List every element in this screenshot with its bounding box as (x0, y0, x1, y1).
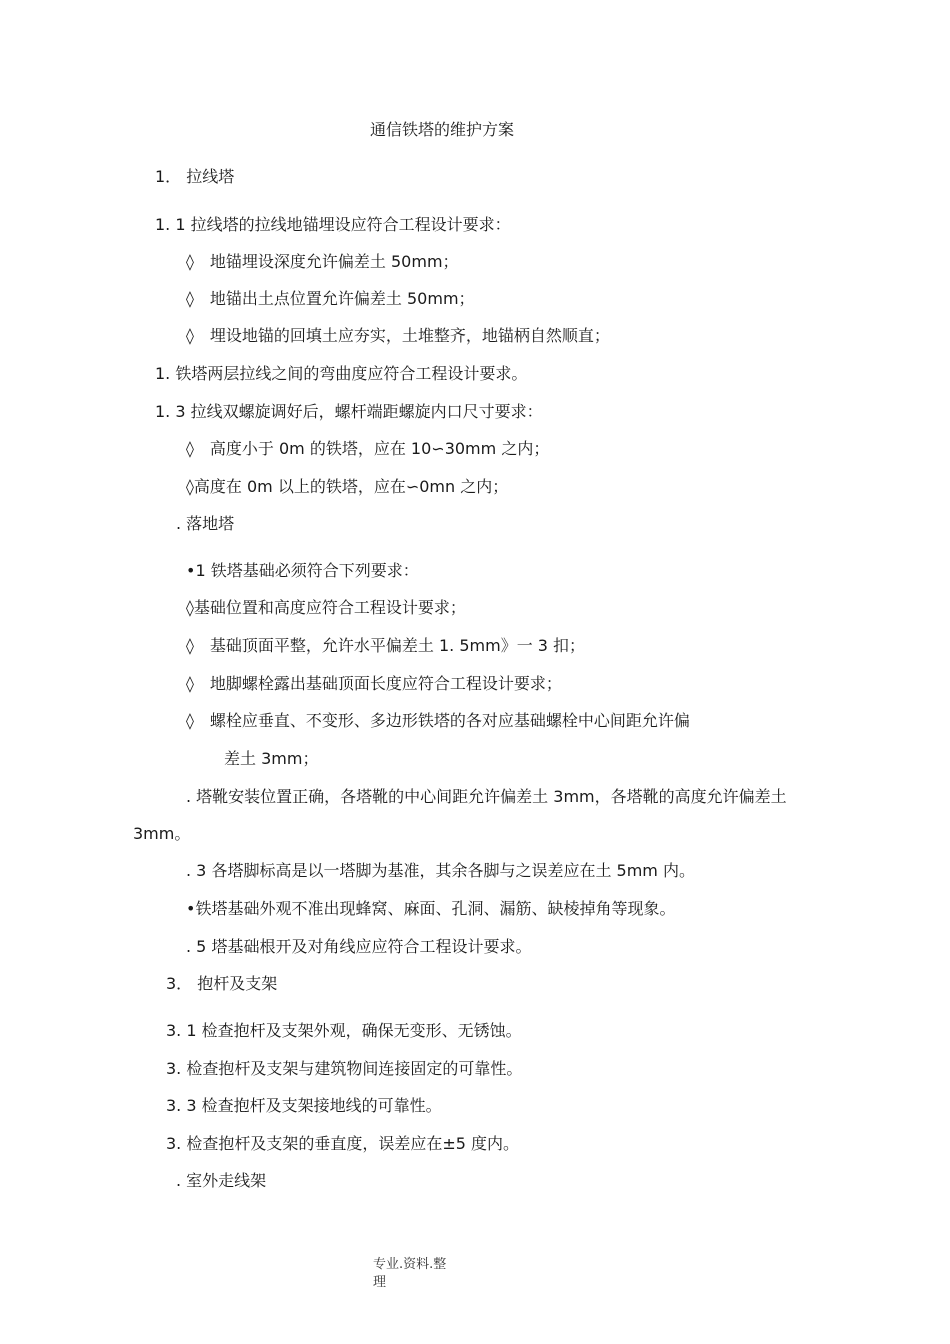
bullet-item: ◊ 埋设地锚的回填土应夯实，土堆整齐，地锚柄自然顺直； (186, 326, 610, 345)
subsection-text-continuation: 3mm。 (133, 824, 191, 843)
bullet-item: ◊ 基础顶面平整，允许水平偏差土 1. 5mm》一 3 扣； (186, 636, 586, 655)
subsection-text: 1. 铁塔两层拉线之间的弯曲度应符合工程设计要求。 (155, 364, 528, 383)
section-heading: . 室外走线架 (176, 1171, 267, 1190)
subsection-text: 1. 1 拉线塔的拉线地锚埋设应符合工程设计要求： (155, 215, 511, 234)
subsection-text: •铁塔基础外观不准出现蜂窝、麻面、孔洞、漏筋、缺棱掉角等现象。 (186, 899, 676, 918)
bullet-item: ◊ 螺栓应垂直、不变形、多边形铁塔的各对应基础螺栓中心间距允许偏 (186, 711, 690, 730)
subsection-text: 3. 1 检查抱杆及支架外观，确保无变形、无锈蚀。 (166, 1021, 522, 1040)
subsection-text: 3. 检查抱杆及支架的垂直度，误差应在±5 度内。 (166, 1134, 520, 1153)
subsection-text: 3. 3 检查抱杆及支架接地线的可靠性。 (166, 1096, 442, 1115)
subsection-text: . 塔靴安装位置正确，各塔靴的中心间距允许偏差土 3mm，各塔靴的高度允许偏差土 (186, 787, 787, 806)
section-heading: 3． 抱杆及支架 (166, 974, 278, 993)
bullet-item: ◊ 地锚出土点位置允许偏差土 50mm； (186, 289, 475, 308)
page-footer-continuation: 理 (373, 1275, 387, 1290)
bullet-item: ◊ 地锚埋设深度允许偏差土 50mm； (186, 252, 459, 271)
bullet-item-continuation: 差土 3mm； (224, 749, 319, 768)
subsection-text: 3. 检查抱杆及支架与建筑物间连接固定的可靠性。 (166, 1059, 523, 1078)
bullet-item: ◊ 高度小于 0m 的铁塔，应在 10∽30mm 之内； (186, 439, 550, 458)
bullet-item: ◊高度在 0m 以上的铁塔，应在∽0mn 之内； (186, 477, 509, 496)
subsection-text: . 3 各塔脚标高是以一塔脚为基准，其余各脚与之误差应在土 5mm 内。 (186, 861, 695, 880)
page-footer: 专业.资料.整 (373, 1257, 447, 1272)
bullet-item: ◊ 地脚螺栓露出基础顶面长度应符合工程设计要求； (186, 674, 562, 693)
subsection-text: 1. 3 拉线双螺旋调好后，螺杆端距螺旋内口尺寸要求： (155, 402, 543, 421)
subsection-text: . 5 塔基础根开及对角线应应符合工程设计要求。 (186, 937, 532, 956)
section-heading: 1． 拉线塔 (155, 167, 235, 186)
subsection-text: •1 铁塔基础必须符合下列要求： (186, 561, 419, 580)
bullet-item: ◊基础位置和高度应符合工程设计要求； (186, 598, 466, 617)
section-heading: . 落地塔 (176, 514, 235, 533)
document-title: 通信铁塔的维护方案 (370, 120, 515, 139)
